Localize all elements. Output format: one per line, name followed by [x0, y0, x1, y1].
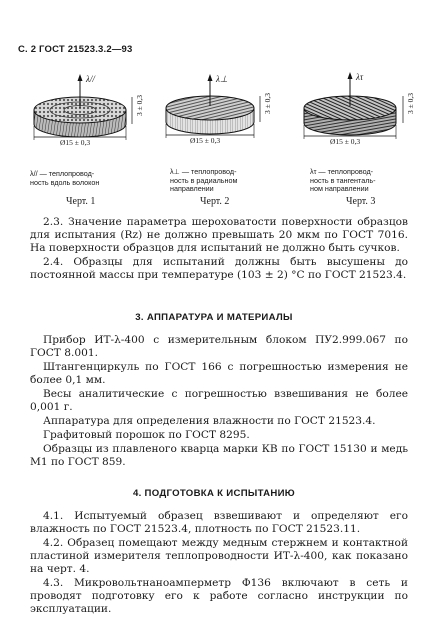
figure-2	[160, 70, 270, 152]
list-item: 4.2. Образец помещают между медным стержнем и контактной пластиной измерителя теплопроводности ИТ-λ-400, как показано на черт. 4.	[30, 537, 408, 576]
height-dimension: 3 ± 0,3	[263, 93, 272, 114]
diameter-dimension: Ø15 ± 0,3	[60, 138, 91, 147]
caption-line: λ// — теплопровод-	[30, 169, 95, 178]
list-item: 4.1. Испытуемый образец взвешивают и определяют его влажность по ГОСТ 21523.4, плотность по ГОСТ 21523.11.	[30, 510, 408, 536]
figure-2-title: Черт. 2	[200, 196, 230, 207]
caption-line: ность вдоль волокон	[30, 177, 100, 187]
list-item: Прибор ИТ-λ-400 с измерительным блоком ПУ2.999.067 по ГОСТ 8.001.	[30, 334, 408, 360]
height-dimension: 3 ± 0,3	[135, 95, 144, 116]
figure-3-caption	[310, 168, 410, 194]
figure-3-title: Черт. 3	[346, 196, 376, 207]
height-dimension: 3 ± 0,3	[406, 93, 415, 114]
figure-3	[296, 68, 416, 150]
caption-line: ность в тангенталь-	[310, 175, 376, 185]
caption-line: ность в радиальном	[170, 175, 238, 185]
paragraph-2-4: 2.4. Образцы для испытаний должны быть высушены до постоянной массы при температуре (103 ± 2) °С по ГОСТ 21523.4.	[30, 256, 408, 282]
page-header: С. 2 ГОСТ 21523.3.2—93	[18, 44, 133, 55]
figure-2-caption	[170, 168, 270, 194]
lambda-symbol: λτ	[356, 72, 364, 82]
list-item: 4.3. Микровольтнаноамперметр Ф136 включают в сеть и проводят подготовку его к работе согласно инструкции по эксплуатации.	[30, 577, 408, 616]
paragraph-2-3: 2.3. Значение параметра шероховатости поверхности образцов для испытания (Rz) не должно превышать 20 мкм по ГОСТ 7016. На поверхности образцов для испытаний не должно быть сучков.	[30, 216, 408, 255]
diameter-dimension: Ø15 ± 0,3	[190, 136, 221, 145]
caption-line: ном направлении	[310, 184, 369, 194]
list-item: Весы аналитические с погрешностью взвешивания не более 0,001 г.	[30, 388, 408, 414]
list-item: Образцы из плавленого кварца марки КВ по ГОСТ 15130 и медь М1 по ГОСТ 859.	[30, 443, 408, 469]
lambda-symbol: λ⊥	[216, 74, 228, 84]
figure-1-title: Черт. 1	[66, 196, 96, 207]
diameter-dimension: Ø15 ± 0,3	[330, 137, 361, 146]
section-4-title: 4. ПОДГОТОВКА К ИСПЫТАНИЮ	[132, 488, 295, 499]
list-item: Аппаратура для определения влажности по ГОСТ 21523.4.	[43, 415, 376, 427]
figure-1	[26, 70, 144, 152]
caption-line: направлении	[170, 184, 214, 194]
caption-line: λτ — теплопровод-	[310, 167, 374, 176]
caption-line: λ⊥ — теплопровод-	[170, 167, 237, 176]
list-item: Штангенциркуль по ГОСТ 166 с погрешностью измерения не более 0,1 мм.	[30, 361, 408, 387]
list-item: Графитовый порошок по ГОСТ 8295.	[43, 429, 250, 441]
lambda-symbol: λ//	[86, 74, 95, 84]
figure-1-caption	[30, 170, 130, 187]
section-3-title: 3. АППАРАТУРА И МАТЕРИАЛЫ	[135, 312, 293, 323]
